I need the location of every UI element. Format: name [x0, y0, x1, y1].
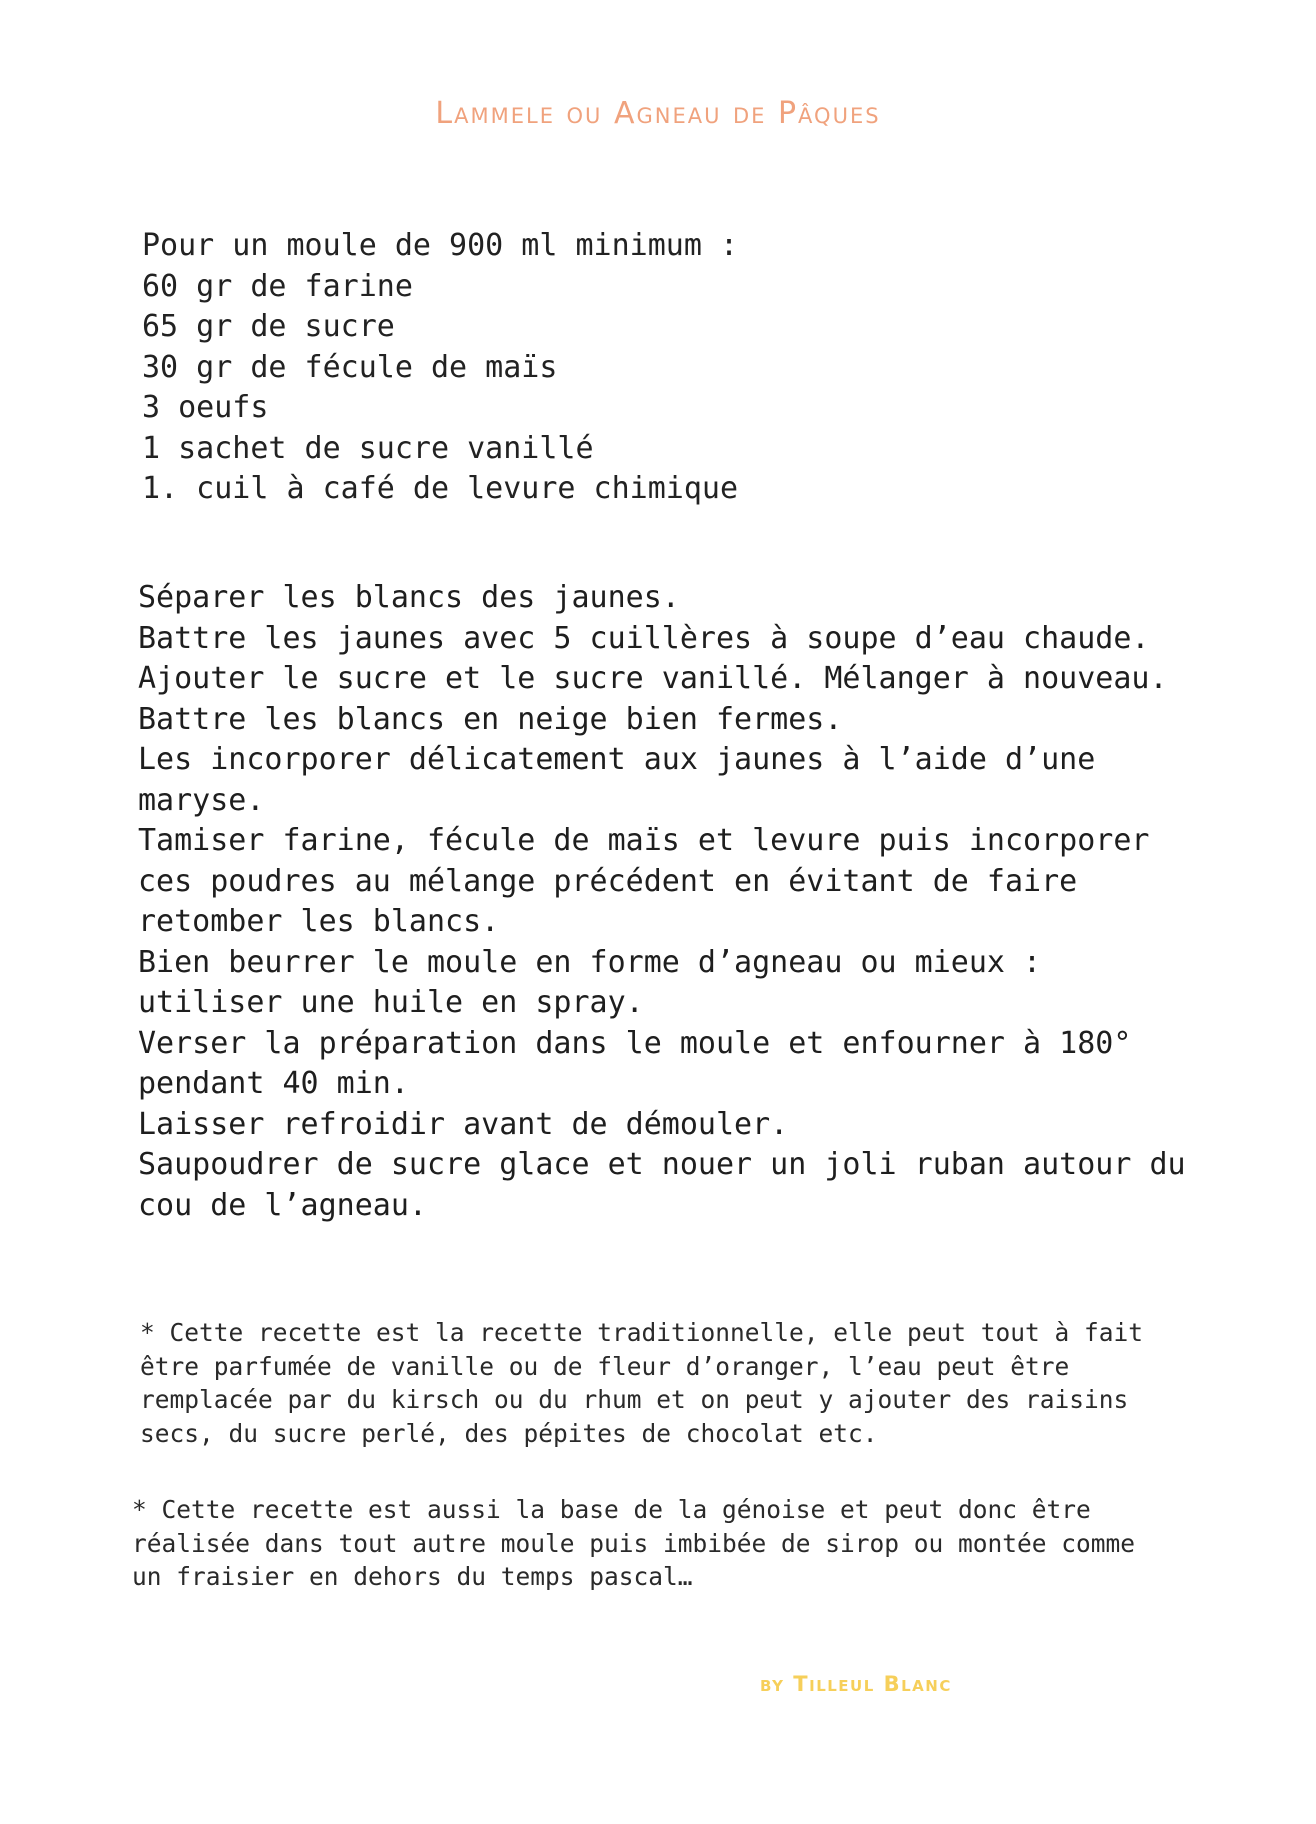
instruction-step: Ajouter le sucre et le sucre vanillé. Mélanger à nouveau.	[138, 661, 1168, 696]
instruction-step: Bien beurrer le moule en forme d’agneau ou mieux : utiliser une huile en spray.	[138, 944, 1042, 1020]
instruction-step: Saupoudrer de sucre glace et nouer un joli ruban autour du cou de l’agneau.	[138, 1147, 1186, 1223]
instruction-step: Verser la préparation dans le moule et enfourner à 180° pendant 40 min.	[138, 1025, 1132, 1101]
ingredient-heading: Pour un moule de 900 ml minimum :	[142, 228, 739, 263]
ingredient-item: 30 gr de fécule de maïs	[142, 349, 558, 385]
ingredient-item: 60 gr de farine	[142, 268, 413, 304]
ingredient-item: 1. cuil à café de levure chimique	[142, 471, 739, 506]
instruction-step: Battre les jaunes avec 5 cuillères à soupe d’eau chaude.	[138, 620, 1150, 656]
ingredient-item: 65 gr de sucre	[142, 309, 395, 344]
ingredient-item: 3 oeufs	[142, 390, 269, 425]
instructions-list	[138, 578, 1198, 1226]
ingredients-list	[142, 226, 738, 510]
recipe-note-genoise: * Cette recette est aussi la base de la génoise et peut donc être réalisée dans tout autre moule puis imbibée de sirop ou montée comme un fraisier en dehors du temps pascal…	[132, 1495, 1136, 1591]
instruction-step: Laisser refroidir avant de démouler.	[138, 1106, 789, 1142]
recipe-note-traditional: * Cette recette est la recette traditionnelle, elle peut tout à fait être parfumée de vanille ou de fleur d’oranger, l’eau peut être remplacée par du kirsch ou du rhum et on peut y ajouter des raisins secs, du sucre perlé, des pépites de chocolat etc.	[140, 1318, 1144, 1448]
instruction-step: Battre les blancs en neige bien fermes.	[138, 701, 843, 737]
page-title: Lammele ou Agneau de Pâques	[435, 96, 881, 131]
ingredient-item: 1 sachet de sucre vanillé	[142, 430, 594, 466]
instruction-step: Séparer les blancs des jaunes.	[138, 580, 680, 615]
instruction-step: Tamiser farine, fécule de maïs et levure puis incorporer ces poudres au mélange précédent en évitant de faire retomber les blancs.	[138, 823, 1150, 939]
instruction-step: Les incorporer délicatement aux jaunes à l’aide d’une maryse.	[138, 742, 1096, 818]
author-signature: by Tilleul Blanc	[760, 1672, 952, 1696]
